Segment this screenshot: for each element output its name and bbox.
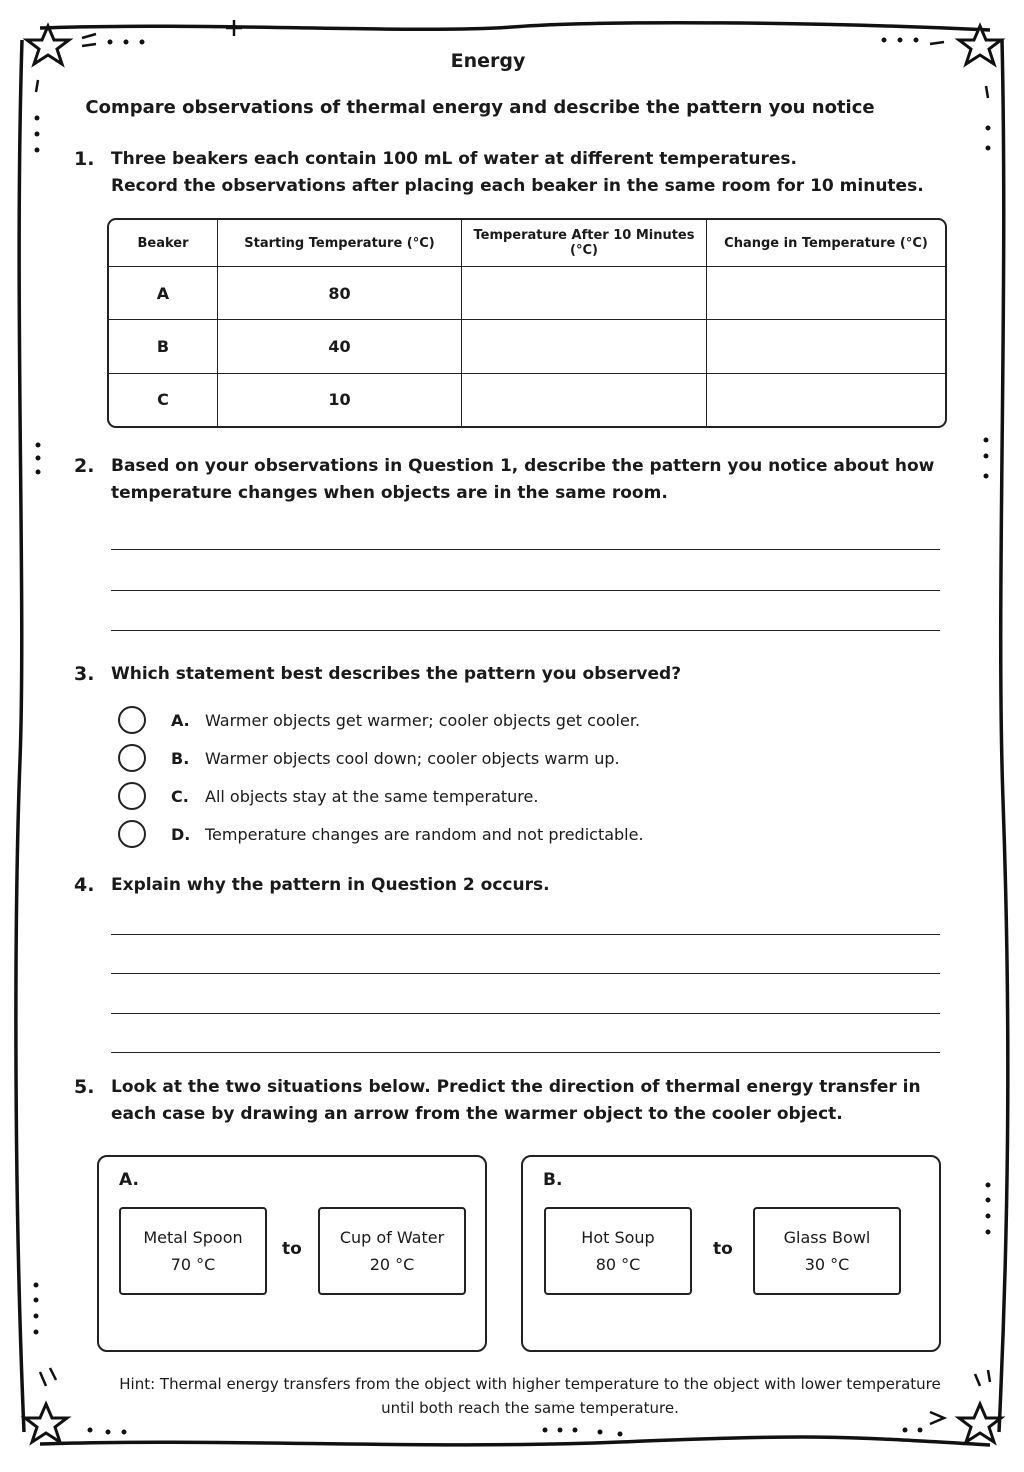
question-1-number: 1. [74, 148, 95, 170]
starting-temperature-cell: 10 [218, 374, 462, 426]
answer-line[interactable] [111, 590, 940, 591]
question-1-line-2: Record the observations after placing each beaker in the same room for 10 minutes. [111, 176, 924, 196]
object-card-glass-bowl [753, 1207, 901, 1295]
question-3-number: 3. [74, 663, 95, 685]
connector-text: to [713, 1239, 733, 1259]
option-letter: C. [171, 786, 189, 806]
answer-line[interactable] [111, 1052, 940, 1053]
object-name: Glass Bowl [783, 1228, 871, 1247]
answer-line[interactable] [111, 549, 940, 550]
answer-line[interactable] [111, 973, 940, 974]
answer-line[interactable] [111, 1013, 940, 1014]
observation-table [107, 218, 947, 428]
hint-line-1: Hint: Thermal energy transfers from the object with higher temperature to the object with lower temperature [119, 1375, 941, 1393]
table-row [109, 374, 945, 426]
table-row [109, 267, 945, 320]
page-title: Energy [450, 50, 526, 72]
table-header-row [109, 220, 945, 267]
temperature-after-cell[interactable] [462, 374, 707, 426]
situation-label: A. [119, 1170, 139, 1190]
radio-button[interactable] [118, 744, 146, 772]
object-name: Metal Spoon [143, 1228, 243, 1247]
option-text: Warmer objects get warmer; cooler objects get cooler. [205, 710, 641, 730]
situation-label: B. [543, 1170, 563, 1190]
question-2-line-1: Based on your observations in Question 1, describe the pattern you notice about how [111, 456, 935, 476]
object-temperature: 70 °C [170, 1255, 216, 1274]
option-text: Warmer objects cool down; cooler objects warm up. [205, 748, 620, 768]
change-in-temperature-cell[interactable] [707, 320, 945, 373]
radio-button[interactable] [118, 820, 146, 848]
starting-temperature-cell: 80 [218, 267, 462, 320]
change-in-temperature-cell[interactable] [707, 374, 945, 426]
header-temperature-after: Temperature After 10 Minutes (°C) [462, 220, 707, 267]
option-b[interactable] [118, 742, 620, 774]
situation-a-panel[interactable] [97, 1155, 487, 1352]
beaker-cell: B [109, 320, 218, 373]
radio-button[interactable] [118, 782, 146, 810]
beaker-cell: C [109, 374, 218, 426]
question-5-text [111, 1074, 921, 1128]
question-1-text [111, 146, 924, 200]
hint-text [60, 1372, 1000, 1420]
header-change-in-temperature: Change in Temperature (°C) [707, 220, 945, 267]
question-5-line-2: each case by drawing an arrow from the warmer object to the cooler object. [111, 1104, 843, 1124]
question-1-line-1: Three beakers each contain 100 mL of water at different temperatures. [111, 149, 797, 169]
table-row [109, 320, 945, 373]
object-card-hot-soup [544, 1207, 692, 1295]
header-beaker: Beaker [109, 220, 218, 267]
option-text: All objects stay at the same temperature. [205, 786, 539, 806]
question-3-text: Which statement best describes the pattern you observed? [111, 664, 682, 684]
object-temperature: 30 °C [804, 1255, 850, 1274]
radio-button[interactable] [118, 706, 146, 734]
temperature-after-cell[interactable] [462, 320, 707, 373]
temperature-after-cell[interactable] [462, 267, 707, 320]
object-card-cup-of-water [318, 1207, 466, 1295]
question-5-number: 5. [74, 1076, 95, 1098]
question-2-text [111, 453, 934, 507]
option-letter: B. [171, 748, 190, 768]
page-subtitle: Compare observations of thermal energy and describe the pattern you notice [85, 97, 875, 118]
hint-line-2: until both reach the same temperature. [381, 1399, 679, 1417]
question-4-number: 4. [74, 874, 95, 896]
connector-text: to [282, 1239, 302, 1259]
answer-line[interactable] [111, 630, 940, 631]
question-5-line-1: Look at the two situations below. Predict the direction of thermal energy transfer in [111, 1077, 921, 1097]
header-starting-temperature: Starting Temperature (°C) [218, 220, 462, 267]
answer-line[interactable] [111, 934, 940, 935]
object-temperature: 20 °C [369, 1255, 415, 1274]
question-2-number: 2. [74, 455, 95, 477]
object-name: Hot Soup [581, 1228, 655, 1247]
option-letter: A. [171, 710, 190, 730]
situation-b-panel[interactable] [521, 1155, 941, 1352]
object-card-metal-spoon [119, 1207, 267, 1295]
change-in-temperature-cell[interactable] [707, 267, 945, 320]
option-a[interactable] [118, 704, 640, 736]
question-2-line-2: temperature changes when objects are in the same room. [111, 483, 668, 503]
object-temperature: 80 °C [595, 1255, 641, 1274]
option-text: Temperature changes are random and not predictable. [205, 824, 644, 844]
starting-temperature-cell: 40 [218, 320, 462, 373]
object-name: Cup of Water [339, 1228, 445, 1247]
question-4-text: Explain why the pattern in Question 2 occurs. [111, 875, 550, 895]
option-letter: D. [171, 824, 191, 844]
option-d[interactable] [118, 818, 644, 850]
beaker-cell: A [109, 267, 218, 320]
option-c[interactable] [118, 780, 538, 812]
